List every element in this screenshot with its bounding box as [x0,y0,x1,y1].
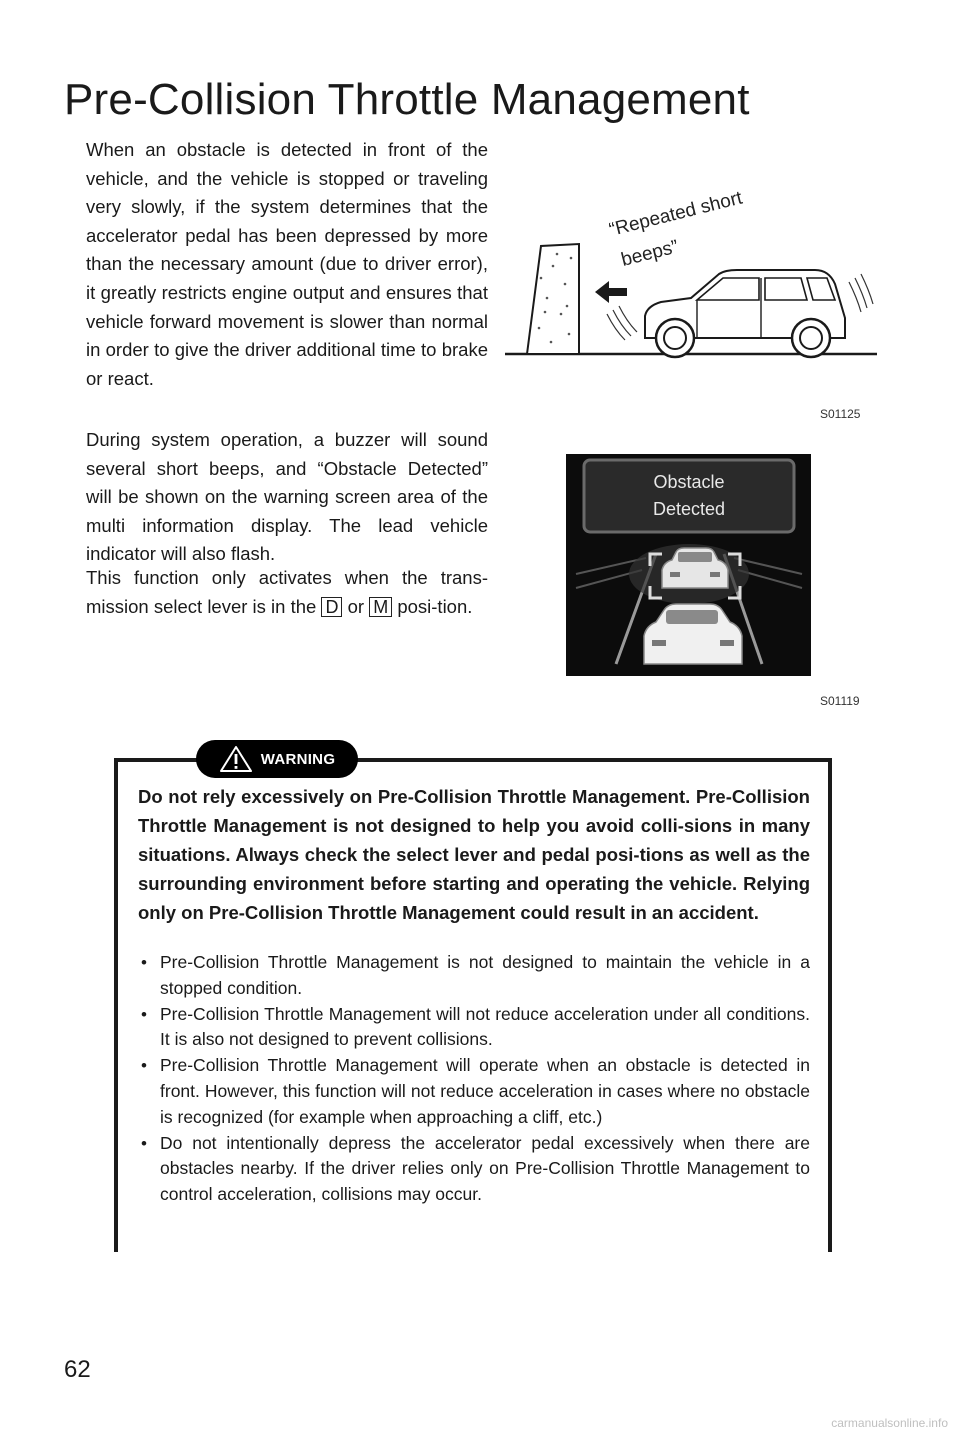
bullet-text: Pre-Collision Throttle Management is not designed to maintain the vehicle in a stopped condition. [160,952,810,998]
list-item [138,1002,810,1054]
d-position-key: D [321,597,342,617]
list-item [138,950,810,1002]
page-title: Pre-Collision Throttle Management [64,75,750,124]
bullet-icon: • [141,1133,147,1153]
warning-main-text: Do not rely excessively on Pre-Collision Throttle Management. Pre-Collision Throttle Management is not designed to help you avoid colli-sions in many situations. Always check the select lever and pedal posi-tions as well as the surrounding environment before starting and operating the vehicle. Relying only on Pre-Collision Throttle Management could result in an accident. [138,786,810,923]
operation-paragraph: During system operation, a buzzer will sound several short beeps, and “Obstacle Detected” will be shown on the warning screen area of the multi information display. The lead vehicle indicator will also flash. [86,429,488,565]
beeps-caption-line2: beeps” [619,236,681,271]
bullet-icon: • [141,1056,147,1076]
figure1-code: S01125 [820,407,861,421]
page-number: 62 [64,1356,91,1383]
watermark: carmanualsonline.info [831,1416,948,1430]
warning-bullet-list [138,950,810,1208]
arrow-left-icon [595,281,627,303]
intro-paragraph: When an obstacle is detected in front of the vehicle, and the vehicle is stopped or traveling very slowly, if the system determines that the accelerator pedal has been depressed by more than the necessary amount (due to driver error), it greatly restricts engine output and ensures that vehicle forward movement is slower than normal in order to give the driver additional time to brake or react. [86,139,488,389]
warning-label: WARNING [260,750,336,768]
m-position-key: M [369,597,392,617]
multi-information-display-illustration [566,454,811,676]
car-near-wall-illustration [505,188,877,366]
bullet-text: Pre-Collision Throttle Management will operate when an obstacle is detected in front. However, this function will not reduce acceleration in cases where no obstacle is recognized (for example when approaching a cliff, etc.) [160,1055,810,1127]
list-item [138,1053,810,1130]
bullet-icon: • [141,953,147,972]
warning-triangle-icon [219,745,253,773]
activation-text-or: or [342,595,370,617]
bullet-text: Do not intentionally depress the accelerator pedal excessively when there are obstacles nearby. If the driver relies only on Pre-Collision Throttle Management to control acceleration, collisions may occur. [160,1132,810,1205]
activation-paragraph [86,564,488,621]
figure2-code: S01119 [820,694,860,708]
bullet-text: Pre-Collision Throttle Management will not reduce acceleration under all conditions. It is also not designed to prevent collisions. [160,1003,810,1050]
list-item [138,1131,810,1208]
beeps-caption-line1: “Repeated short [607,188,745,241]
display-line1: Obstacle [653,472,725,492]
activation-text-end: posi-tion. [392,595,473,617]
bullet-icon: • [141,1004,147,1024]
activation-text-start: This function only activates when the trans-mission select lever is in the [86,567,488,617]
warning-badge [196,740,358,778]
display-line2: Detected [652,499,726,519]
